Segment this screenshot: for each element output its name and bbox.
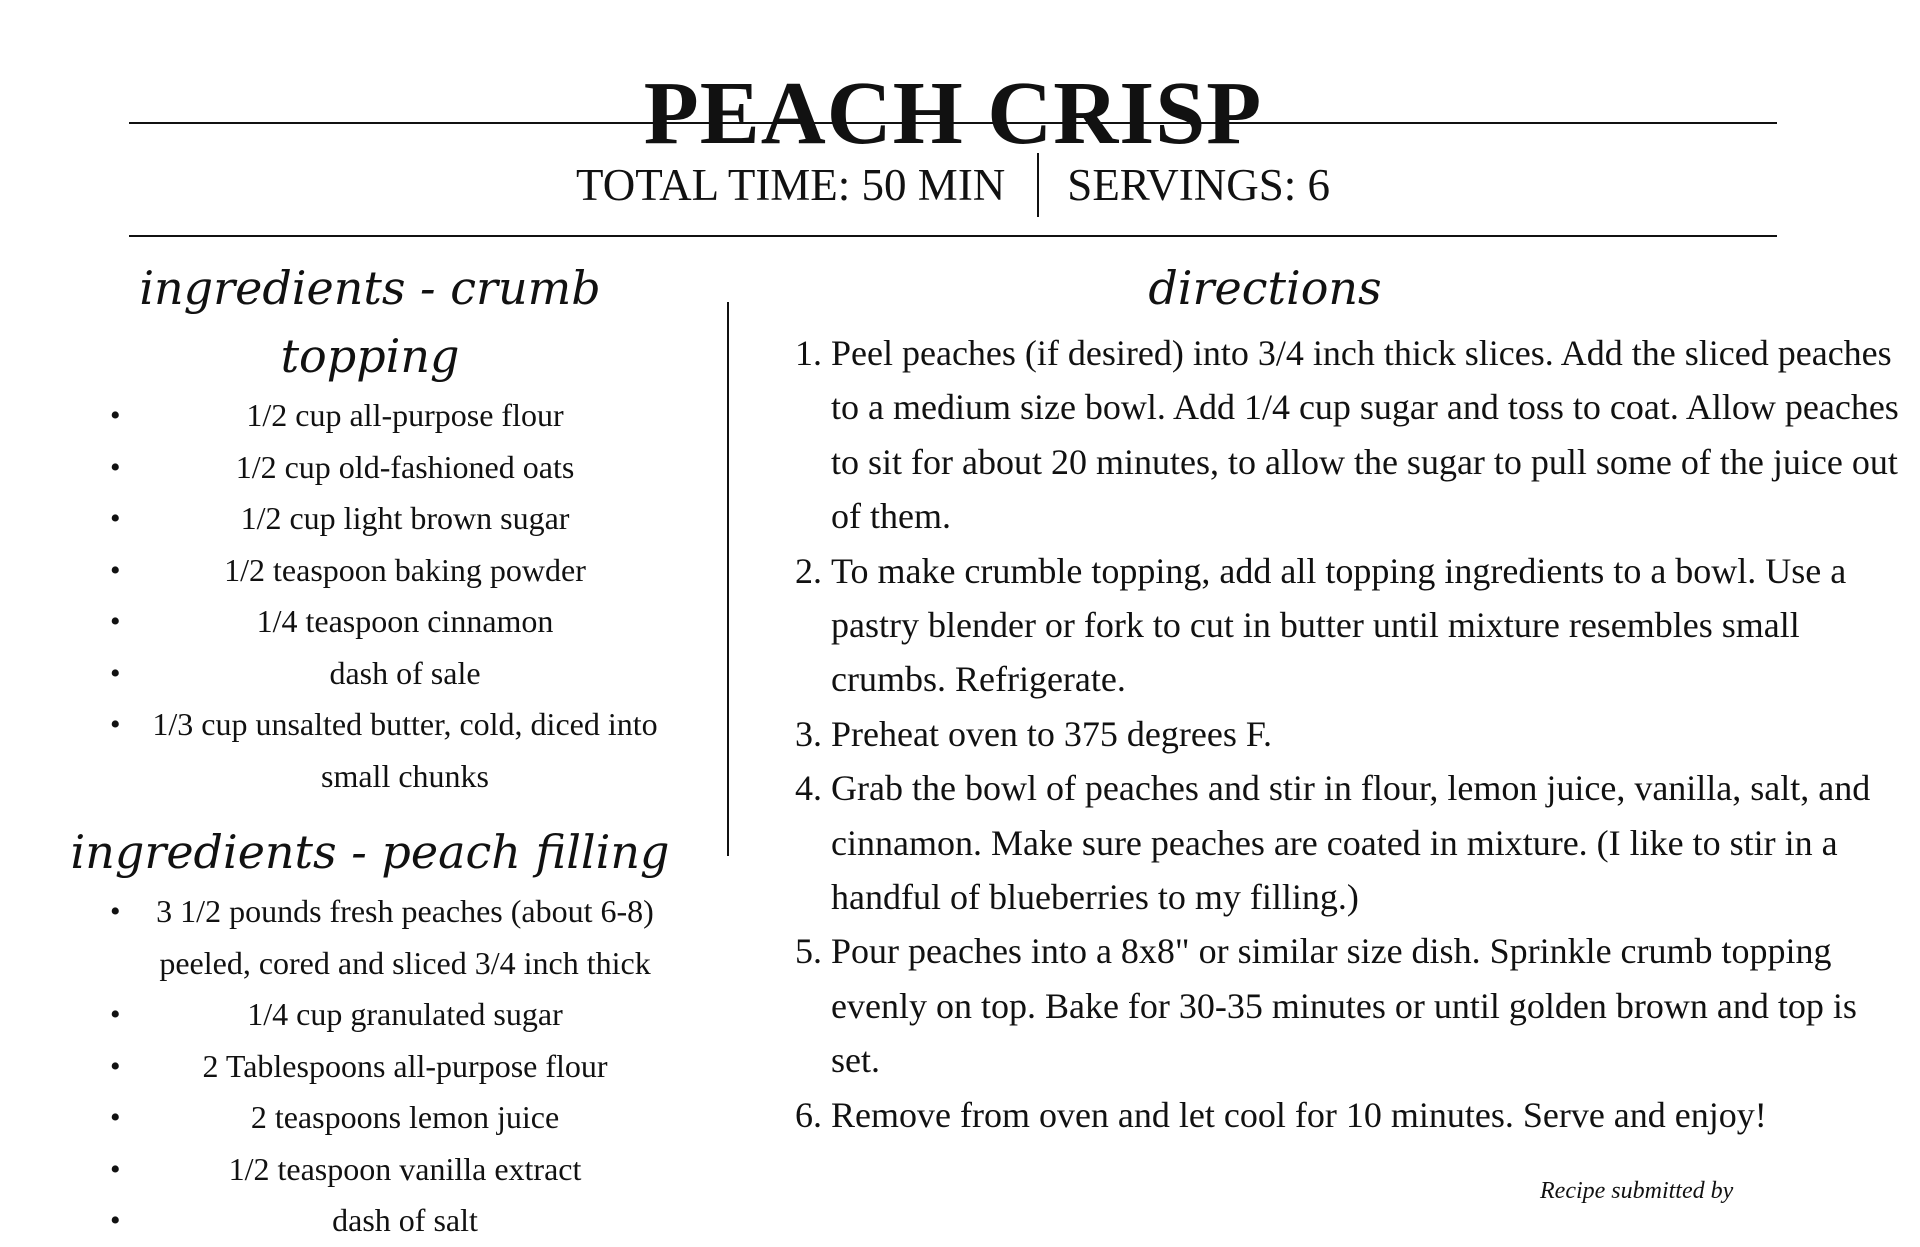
directions-heading: directions xyxy=(1148,261,1382,315)
ingredient-item: • 1/2 teaspoon vanilla extract xyxy=(70,1144,670,1196)
bullet-icon: • xyxy=(110,553,121,587)
crumb-topping-heading: ingredients - crumb topping xyxy=(139,261,601,383)
bullet-icon: • xyxy=(110,399,121,432)
bullet-icon: • xyxy=(110,502,121,535)
ingredient-item: • dash of sale xyxy=(70,648,670,700)
ingredient-item: • 2 Tablespoons all-purpose flour xyxy=(70,1041,670,1093)
directions-list xyxy=(795,326,1899,1142)
ingredient-item: • 1/2 cup all-purpose flour xyxy=(70,390,670,442)
ingredient-item: • 1/2 teaspoon baking powder xyxy=(70,545,670,597)
direction-step xyxy=(795,761,1911,924)
ingredient-item: • 1/2 cup light brown sugar xyxy=(70,493,670,545)
direction-step xyxy=(795,544,1911,707)
step-text: Remove from oven and let cool for 10 minutes. Serve and enjoy! xyxy=(831,1094,1767,1135)
crumb-topping-list xyxy=(70,390,730,802)
bullet-icon: • xyxy=(110,895,121,928)
step-text: Peel peaches (if desired) into 3/4 inch thick slices. Add the sliced peaches to a medium size bowl. Add 1/4 cup sugar and toss to coat. Allow peaches to sit for about 20 minutes, to allow the sugar to pull some of the juice out of them. xyxy=(831,333,1899,537)
ingredient-item: • 1/2 cup old-fashioned oats xyxy=(70,442,670,494)
peach-filling-heading: ingredients - peach filling xyxy=(70,825,670,879)
direction-step xyxy=(795,326,1911,544)
top-divider xyxy=(129,122,1777,124)
step-text: To make crumble topping, add all topping ingredients to a bowl. Use a pastry blender or fork to cut in butter until mixture resembles small crumbs. Refrigerate. xyxy=(831,550,1847,700)
total-time: TOTAL TIME: 50 MIN xyxy=(576,160,1006,210)
recipe-title: PEACH CRISP xyxy=(643,64,1263,164)
recipe-submitted-by: Recipe submitted by xyxy=(1540,1178,1734,1204)
ingredient-item: • 1/4 cup granulated sugar xyxy=(70,989,670,1041)
ingredients-column xyxy=(70,254,730,1247)
servings: SERVINGS: 6 xyxy=(1067,160,1330,210)
recipe-meta xyxy=(0,150,1906,220)
step-number: 1. xyxy=(795,333,822,373)
ingredient-item: • 3 1/2 pounds fresh peaches (about 6-8) peeled, cored and sliced 3/4 inch thick xyxy=(70,886,670,989)
direction-step xyxy=(795,924,1911,1087)
bullet-icon: • xyxy=(110,450,121,484)
step-number: 2. xyxy=(795,550,822,591)
direction-step xyxy=(795,707,1911,761)
bullet-icon: • xyxy=(110,1204,121,1237)
directions-column xyxy=(795,254,1899,1142)
bullet-icon: • xyxy=(110,605,121,638)
ingredient-item: • 1/3 cup unsalted butter, cold, diced into small chunks xyxy=(70,699,670,802)
meta-separator xyxy=(1037,153,1039,217)
step-number: 4. xyxy=(795,768,822,809)
direction-step xyxy=(795,1088,1911,1142)
step-number: 5. xyxy=(795,931,822,972)
step-text: Preheat oven to 375 degrees F. xyxy=(831,713,1272,754)
step-text: Grab the bowl of peaches and stir in flour, lemon juice, vanilla, salt, and cinnamon. Make sure peaches are coated in mixture. (I like to stir in a handful of blueberries to my filling.) xyxy=(831,768,1871,918)
peach-filling-list xyxy=(70,886,730,1247)
ingredient-item: • 2 teaspoons lemon juice xyxy=(70,1092,670,1144)
step-number: 3. xyxy=(795,713,822,754)
bullet-icon: • xyxy=(110,1152,121,1186)
bullet-icon: • xyxy=(110,1049,121,1083)
column-divider xyxy=(727,302,729,856)
ingredient-item: • dash of salt xyxy=(70,1195,670,1247)
bullet-icon: • xyxy=(110,998,121,1031)
step-number: 6. xyxy=(795,1094,822,1135)
ingredient-item: • 1/4 teaspoon cinnamon xyxy=(70,596,670,648)
bullet-icon: • xyxy=(110,708,121,741)
bullet-icon: • xyxy=(110,656,121,690)
step-text: Pour peaches into a 8x8" or similar size dish. Sprinkle crumb topping evenly on top. Bake for 30-35 minutes or until golden brown and top is set. xyxy=(831,931,1857,1081)
bottom-divider xyxy=(129,235,1777,237)
bullet-icon: • xyxy=(110,1101,121,1134)
